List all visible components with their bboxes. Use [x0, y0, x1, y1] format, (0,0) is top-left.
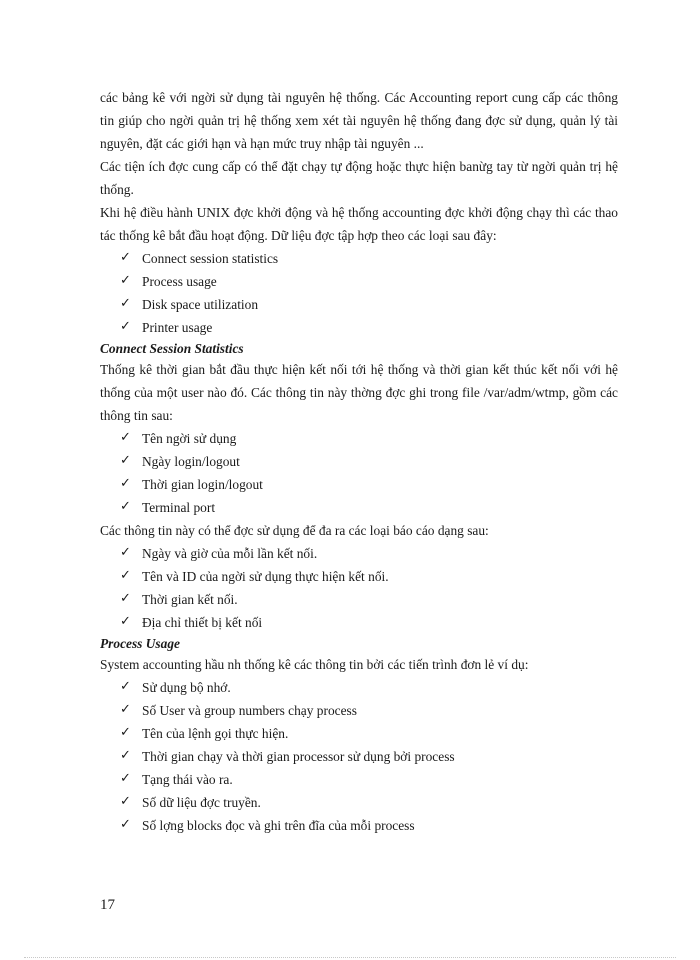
list-report-types	[100, 542, 618, 634]
checkmark-icon: ✓	[120, 679, 131, 694]
list-item	[100, 565, 618, 588]
heading-connect-session-statistics: Connect Session Statistics	[100, 341, 244, 356]
list-item-text: Printer usage	[142, 320, 213, 335]
checkmark-icon: ✓	[120, 430, 131, 445]
list-item	[100, 293, 618, 316]
list-item-text: Địa chỉ thiết bị kết nối	[142, 615, 263, 630]
list-item-text: Ngày và giờ của mỗi lần kết nối.	[142, 546, 318, 561]
list-item	[100, 247, 618, 270]
heading-process-usage: Process Usage	[100, 636, 180, 651]
checkmark-icon: ✓	[120, 702, 131, 717]
list-item-text: Số lợng blocks đọc và ghi trên đĩa của mỗi process	[142, 818, 415, 833]
paragraph-unix-start: Khi hệ điều hành UNIX đợc khởi động và hệ thống accounting đợc khởi động chạy thì các thao tác thống kê bắt đầu hoạt động. Dữ liệu đợc tập hợp theo các loại sau đây:	[100, 205, 618, 243]
list-data-types	[100, 247, 618, 339]
list-item	[100, 722, 618, 745]
checkmark-icon: ✓	[120, 591, 131, 606]
checkmark-icon: ✓	[120, 453, 131, 468]
paragraph-report-types: Các thông tin này có thể đợc sử dụng để đa ra các loại báo cáo dạng sau:	[100, 523, 489, 538]
list-item-text: Thời gian login/logout	[142, 477, 263, 492]
list-item	[100, 588, 618, 611]
checkmark-icon: ✓	[120, 319, 131, 334]
list-item-text: Ngày login/logout	[142, 454, 240, 469]
checkmark-icon: ✓	[120, 771, 131, 786]
paragraph-accounting-report: các bảng kê với ngời sử dụng tài nguyên hệ thống. Các Accounting report cung cấp các thông tin giúp cho ngời quản trị hệ thống xem xét tài nguyên hệ thống đang đợc sử dụng, quản lý tài nguyên, đặt các giới hạn và hạn mức truy nhập tài nguyên ...	[100, 90, 618, 151]
list-item-text: Số User và group numbers chạy process	[142, 703, 357, 718]
checkmark-icon: ✓	[120, 817, 131, 832]
list-item-text: Tên của lệnh gọi thực hiện.	[142, 726, 289, 741]
checkmark-icon: ✓	[120, 296, 131, 311]
paragraph-process-accounting: System accounting hầu nh thống kê các thông tin bởi các tiến trình đơn lẻ ví dụ:	[100, 657, 529, 672]
list-item-text: Số dữ liệu đợc truyền.	[142, 795, 261, 810]
paragraph-connect-stats: Thống kê thời gian bắt đầu thực hiện kết nối tới hệ thống và thời gian kết thúc kết nối với hệ thống của một user nào đó. Các thông tin này thờng đợc ghi trong file /var/adm/wtmp, gồm các thông tin sau:	[100, 362, 618, 423]
list-item-text: Thời gian kết nối.	[142, 592, 238, 607]
list-item-text: Terminal port	[142, 500, 216, 515]
list-item-text: Tạng thái vào ra.	[142, 772, 233, 787]
list-item	[100, 768, 618, 791]
list-item-text: Disk space utilization	[142, 297, 259, 312]
checkmark-icon: ✓	[120, 725, 131, 740]
list-item	[100, 791, 618, 814]
list-process-info	[100, 676, 618, 837]
checkmark-icon: ✓	[120, 499, 131, 514]
list-item-text: Tên ngời sử dụng	[142, 431, 237, 446]
list-item-text: Thời gian chạy và thời gian processor sử dụng bởi process	[142, 749, 455, 764]
document-body	[100, 86, 618, 837]
list-item	[100, 450, 618, 473]
list-item	[100, 611, 618, 634]
checkmark-icon: ✓	[120, 476, 131, 491]
checkmark-icon: ✓	[120, 273, 131, 288]
list-connect-info	[100, 427, 618, 519]
checkmark-icon: ✓	[120, 748, 131, 763]
page-bottom-divider	[24, 957, 676, 958]
checkmark-icon: ✓	[120, 794, 131, 809]
list-item	[100, 745, 618, 768]
list-item	[100, 814, 618, 837]
list-item-text: Tên và ID của ngời sử dụng thực hiện kết nối.	[142, 569, 389, 584]
list-item-text: Process usage	[142, 274, 217, 289]
list-item	[100, 427, 618, 450]
checkmark-icon: ✓	[120, 250, 131, 265]
checkmark-icon: ✓	[120, 568, 131, 583]
checkmark-icon: ✓	[120, 614, 131, 629]
list-item	[100, 270, 618, 293]
list-item-text: Sử dụng bộ nhớ.	[142, 680, 231, 695]
list-item	[100, 473, 618, 496]
list-item	[100, 676, 618, 699]
paragraph-utilities: Các tiện ích đợc cung cấp có thể đặt chạy tự động hoặc thực hiện banừg tay từ ngời quản trị hệ thống.	[100, 159, 618, 197]
page-number: 17	[100, 897, 115, 913]
list-item	[100, 496, 618, 519]
list-item	[100, 316, 618, 339]
checkmark-icon: ✓	[120, 545, 131, 560]
list-item-text: Connect session statistics	[142, 251, 279, 266]
list-item	[100, 699, 618, 722]
list-item	[100, 542, 618, 565]
